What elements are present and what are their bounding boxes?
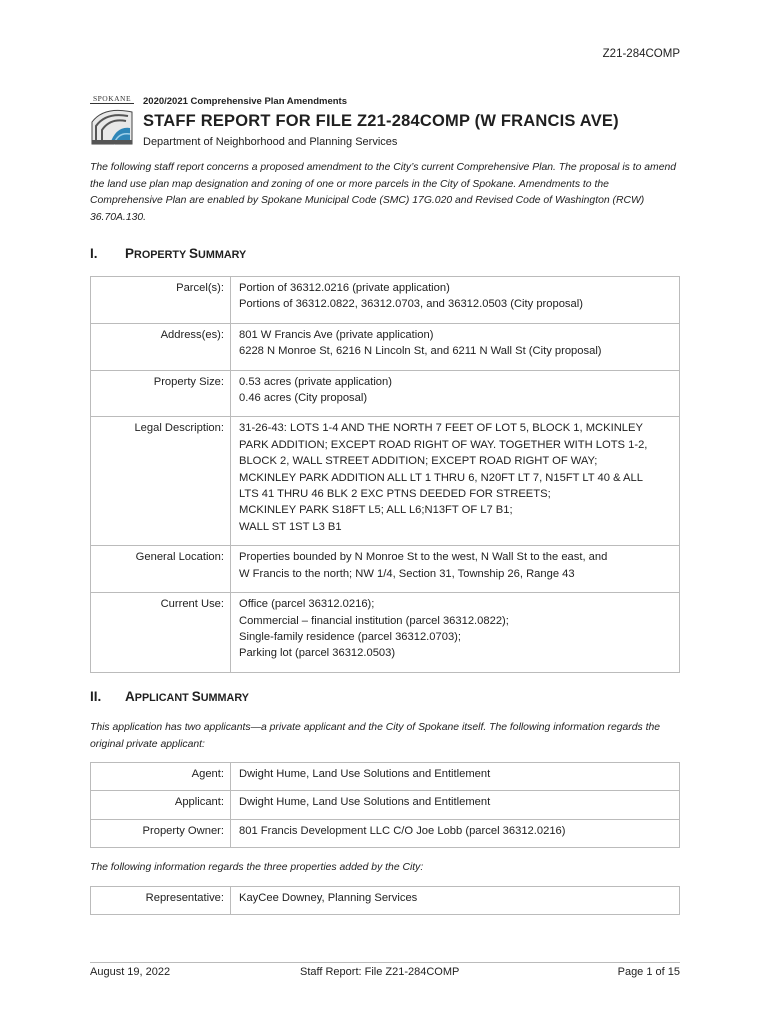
footer-divider [90,962,680,963]
value-line: Parking lot (parcel 36312.0503) [239,647,396,660]
value-line: 0.53 acres (private application) [239,375,392,388]
section-property-summary-heading [90,246,246,261]
table-row [91,370,680,417]
file-reference: Z21-284COMP [602,48,680,60]
value-line: Dwight Hume, Land Use Solutions and Entitlement [239,768,491,780]
row-label: Agent: [91,763,231,791]
table-row [91,323,680,370]
row-value [231,417,680,546]
value-line: LTS 41 THRU 46 BLK 2 EXC PTNS DEEDED FOR STREETS; [239,488,551,501]
row-value [231,546,680,593]
department-name: Department of Neighborhood and Planning Services [143,136,398,148]
row-label: Applicant: [91,791,231,819]
representative-table [90,886,680,915]
footer-date: August 19, 2022 [90,966,171,978]
table-row [91,593,680,673]
property-summary-table [90,276,680,673]
value-line: 6228 N Monroe St, 6216 N Lincoln St, and 6211 N Wall St (City proposal) [239,345,602,358]
title-rest: PPLICANT [134,692,192,704]
row-value [231,593,680,673]
value-line: 801 W Francis Ave (private application) [239,328,434,341]
value-line: W Francis to the north; NW 1/4, Section 31, Township 26, Range 43 [239,567,575,580]
title-initial-2: S [191,689,201,704]
table-row [91,791,680,819]
logo-wordmark: SPOKANE [90,94,134,104]
plan-title: 2020/2021 Comprehensive Plan Amendments [143,96,347,107]
spokane-logo [90,94,134,146]
table-row [91,277,680,324]
value-line: 801 Francis Development LLC C/O Joe Lobb (parcel 36312.0216) [239,824,566,837]
applicant-note: This application has two applicants—a private applicant and the City of Spokane itself. The following information regards the original private applicant: [90,722,661,750]
title-initial: A [125,689,135,704]
falls-icon [90,104,134,146]
row-label: Current Use: [91,593,231,673]
title-rest-2: UMMARY [200,692,249,704]
value-line: Dwight Hume, Land Use Solutions and Entitlement [239,796,491,809]
value-line: Portions of 36312.0822, 36312.0703, and 36312.0503 (City proposal) [239,298,583,311]
intro-paragraph: The following staff report concerns a proposed amendment to the City’s current Comprehensive Plan. The proposal is to amend the land use plan map designation and zoning of one or more parcels in the City of Spokane. Amendments to the Comprehensive Plan are enabled by Spokane Municipal Code (SMC) 17G.020 and Revised Code of Washington (RCW) 36.70A.130. [90,162,677,223]
value-line: 0.46 acres (City proposal) [239,392,368,405]
table-row [91,417,680,546]
row-value [231,277,680,324]
row-value [231,819,680,847]
section-number: I. [90,246,98,261]
row-label: Property Size: [91,370,231,417]
value-line: Office (parcel 36312.0216); [239,598,375,611]
table-row [91,887,680,915]
value-line: Commercial – financial institution (parcel 36312.0822); [239,614,509,627]
value-line: KayCee Downey, Planning Services [239,892,418,904]
title-initial-2: S [189,246,199,261]
value-line: BLOCK 2, WALL STREET ADDITION; EXCEPT ROAD RIGHT OF WAY; [239,455,598,468]
row-value [231,323,680,370]
row-value [231,763,680,791]
title-rest-2: UMMARY [198,249,247,261]
value-line: MCKINLEY PARK ADDITION ALL LT 1 THRU 6, N20FT LT 7, N15FT LT 40 & ALL [239,471,643,484]
row-label: Legal Description: [91,417,231,546]
footer-page-number: Page 1 of 15 [617,966,680,978]
section-number: II. [90,689,102,704]
report-title: STAFF REPORT FOR FILE Z21-284COMP (W FRANCIS AVE) [143,112,619,130]
title-initial: P [125,246,135,261]
value-line: 31-26-43: LOTS 1-4 AND THE NORTH 7 FEET OF LOT 5, BLOCK 1, MCKINLEY [239,422,643,435]
title-rest: ROPERTY [134,249,190,261]
value-line: Properties bounded by N Monroe St to the west, N Wall St to the east, and [239,551,608,564]
applicant-table [90,762,680,848]
table-row [91,763,680,791]
value-line: WALL ST 1ST L3 B1 [239,520,342,533]
footer-title: Staff Report: File Z21-284COMP [300,966,460,978]
section-applicant-summary-heading [90,689,249,704]
city-note: The following information regards the three properties added by the City: [90,862,424,873]
table-row [91,819,680,847]
value-line: MCKINLEY PARK S18FT L5; ALL L6;N13FT OF L7 B1; [239,504,513,517]
row-value [231,791,680,819]
row-label: Property Owner: [91,819,231,847]
row-value [231,887,680,915]
value-line: PARK ADDITION; EXCEPT ROAD RIGHT OF WAY. TOGETHER WITH LOTS 1-2, [239,438,648,451]
row-label: Address(es): [91,323,231,370]
row-label: General Location: [91,546,231,593]
row-label: Parcel(s): [91,277,231,324]
row-label: Representative: [91,887,231,915]
value-line: Single-family residence (parcel 36312.0703); [239,630,462,643]
table-row [91,546,680,593]
value-line: Portion of 36312.0216 (private application) [239,282,450,294]
row-value [231,370,680,417]
